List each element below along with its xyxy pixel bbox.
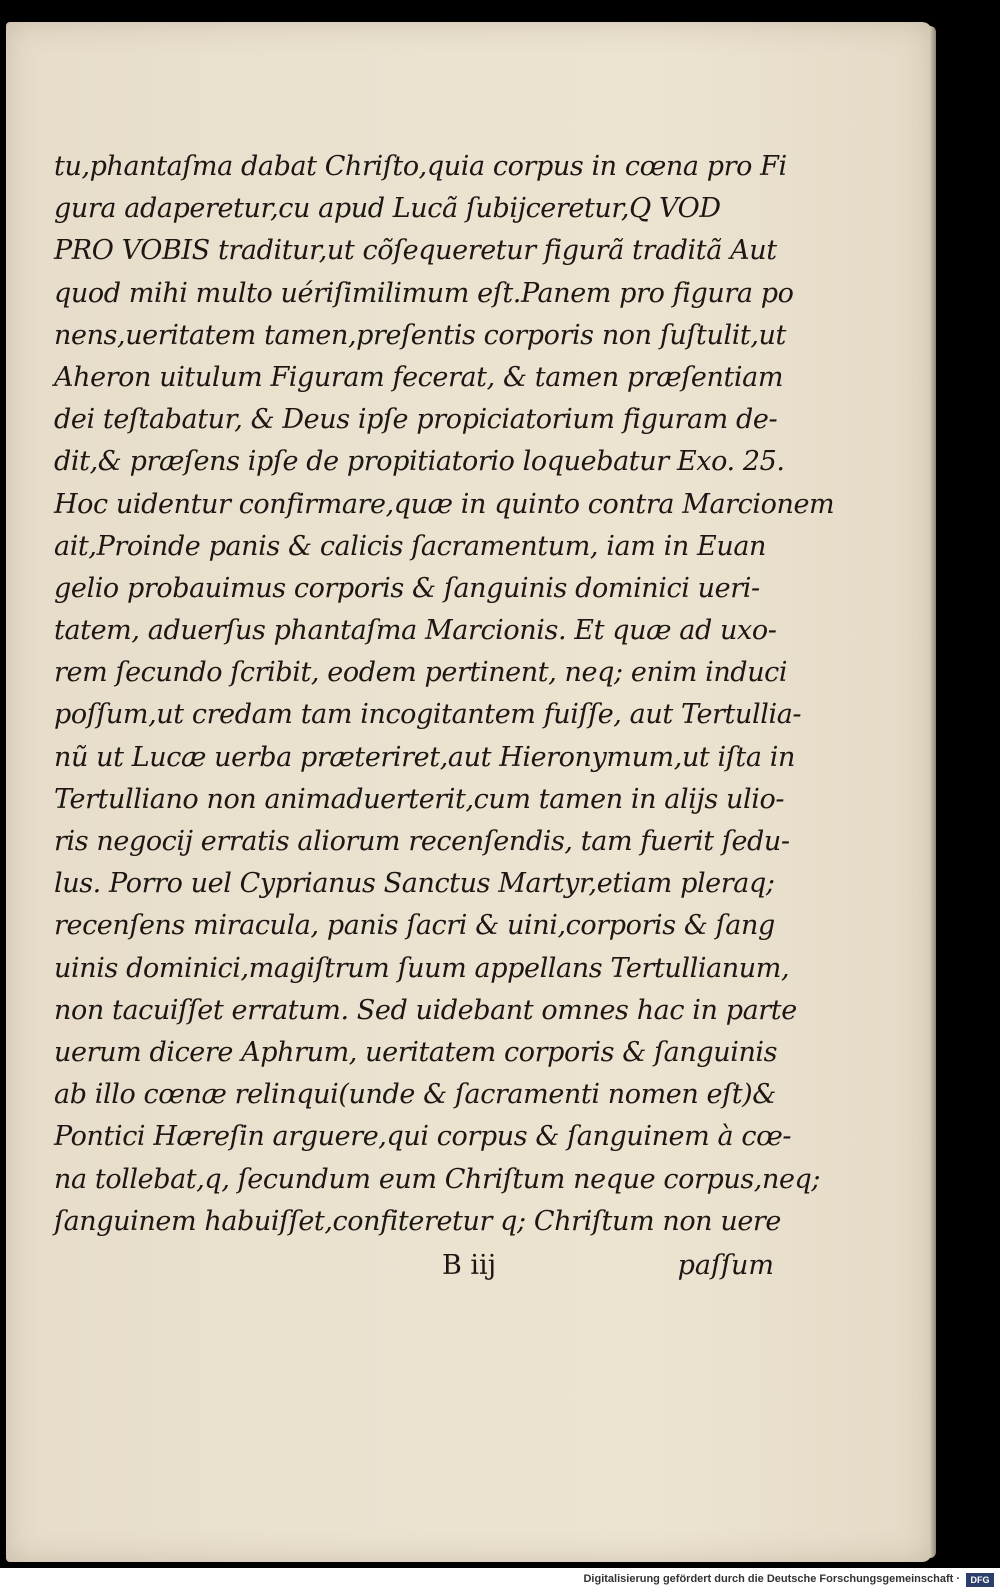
page-footer (54, 1250, 774, 1290)
text-line: Aheron uitulum Figuram fecerat, & tamen præſentiam (54, 361, 784, 393)
text-line: Hoc uidentur confirmare,quæ in quinto contra Marcionem (54, 488, 835, 520)
text-line: tu,phantaſma dabat Chriſto,quia corpus in cœna pro Fi (54, 151, 787, 182)
credit-bar (0, 1568, 1000, 1594)
signature-mark: B iij (442, 1250, 497, 1281)
text-line: PRO VOBIS traditur,ut cõſequeretur figurã traditã Aut (54, 235, 777, 267)
page-edge (930, 26, 936, 1558)
text-line: poſſum,ut credam tam incogitantem fuiſſe, aut Tertullia- (54, 699, 802, 731)
text-line: tatem, aduerſus phantaſma Marcionis. Et quæ ad uxo- (54, 615, 777, 647)
text-line: lus. Porro uel Cyprianus Sanctus Martyr,etiam pleraq; (54, 868, 775, 900)
credit-text: Digitalisierung gefördert durch die Deutsche Forschungsgemeinschaft · (583, 1573, 960, 1585)
text-line: dit,& præſens ipſe de propitiatorio loquebatur Exo. 25. (54, 446, 785, 478)
text-line: nens,ueritatem tamen,preſentis corporis non ſuſtulit,ut (54, 319, 786, 351)
catchword: paſſum (677, 1250, 774, 1281)
text-line: nũ ut Lucæ uerba præteriret,aut Hieronymum,ut iſta in (54, 741, 795, 773)
text-line: Pontici Hæreſin arguere,qui corpus & ſanguinem à cœ- (54, 1121, 792, 1153)
text-line: gelio probauimus corporis & ſanguinis dominici ueri- (54, 572, 760, 604)
text-line: gura adaperetur,cu apud Lucã ſubijceretur,Q VOD (54, 193, 721, 225)
text-line: rem ſecundo ſcribit, eodem pertinent, neq; enim induci (54, 657, 788, 689)
book-page (6, 22, 932, 1562)
text-line: dei teſtabatur, & Deus ipſe propiciatorium figuram de- (54, 404, 778, 436)
text-block (54, 146, 835, 1243)
text-line: quod mihi multo uériſimilimum eſt.Panem pro figura po (54, 277, 794, 309)
dfg-logo-icon: DFG (966, 1573, 994, 1587)
text-line: uinis dominici,magiſtrum ſuum appellans Tertullianum, (54, 952, 790, 984)
text-line: ait,Proinde panis & calicis ſacramentum, iam in Euan (54, 530, 767, 562)
text-line: na tollebat,q, ſecundum eum Chriſtum neque corpus,neq; (54, 1163, 821, 1195)
text-line: ſanguinem habuiſſet,confiteretur q; Chriſtum non uere (54, 1205, 782, 1237)
text-line: recenſens miracula, panis ſacri & uini,corporis & ſang (54, 910, 775, 942)
text-line: non tacuiſſet erratum. Sed uidebant omnes hac in parte (54, 994, 797, 1026)
text-line: Tertulliano non animaduerterit,cum tamen in alijs ulio- (54, 783, 785, 815)
text-line: uerum dicere Aphrum, ueritatem corporis & ſanguinis (54, 1036, 778, 1068)
text-line: ris negocij erratis aliorum recenſendis, tam fuerit ſedu- (54, 826, 790, 857)
text-line: ab illo cœnæ relinqui(unde & ſacramenti nomen eſt)& (54, 1079, 776, 1111)
